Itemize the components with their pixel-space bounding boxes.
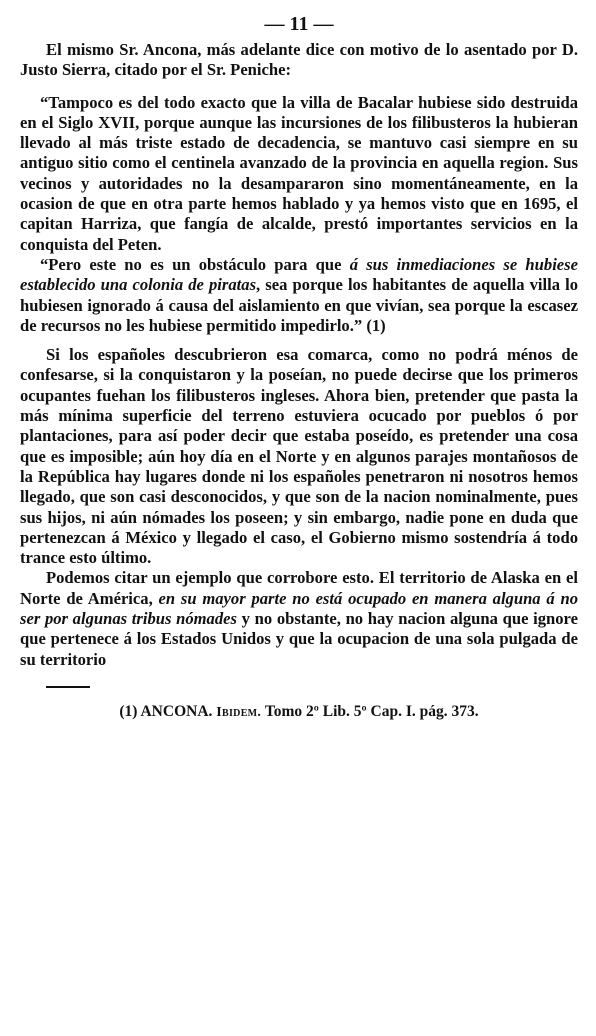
intro-paragraph: El mismo Sr. Ancona, más adelante dice con motivo de lo asentado por D. Justo Sierra, citado por el Sr. Peniche: (20, 40, 578, 80)
footnote (20, 702, 578, 723)
quote-paragraph-2 (20, 255, 578, 336)
quote-paragraph-1: “Tampoco es del todo exacto que la villa de Bacalar hubiese sido destruida en el Siglo XVII, porque aunque las incursiones de los filibusteros la hubieran llevado al más triste estado de decadencia, se mantuvo casi siempre en su antiguo sitio como el centinela avanzado de la provincia en aquella region. Sus vecinos y autoridades no la desampararon sino momentáneamente, en la ocasion de que en otra parte hemos hablado y ya hemos visto que en 1695, el capitan Harriza, que fangía de alcalde, prestó importantes servicios en la conquista del Peten. (20, 92, 578, 254)
para4-text-c: y no obstante, no hay nacion alguna que ignore que pertenece á los Estados Unidos y que la ocupacion de una sola pulgada de su territorio (20, 609, 578, 669)
para4-italic-text: en su mayor parte no está ocupado en manera alguna á no ser por algunas tribus nómades (20, 588, 578, 629)
footnote-divider (46, 686, 90, 688)
footnote-author: ANCONA. (140, 702, 213, 720)
quote2-text-c: , sea porque los habitantes de aquella villa lo hubiesen ignorado á causa del aislamiento en que vivían, sea porque la escasez de recursos no les hubiese permitido impedirlo.” (1) (20, 275, 579, 335)
quote2-text-a: “Pero este no es un obstáculo para que (40, 254, 350, 274)
para4-text-a: Podemos citar un ejemplo que corrobore esto. El territorio de Alaska en el Norte de América, (20, 568, 578, 608)
footnote-reference: Tomo 2º Lib. 5º Cap. I. pág. 373. (264, 702, 479, 720)
footnote-marker: (1) (119, 702, 138, 720)
footnote-ibidem: Ibidem. (216, 704, 262, 720)
page-number: — 11 — (264, 13, 334, 35)
quote2-italic-text: á sus inmediaciones se hubiese establecido una colonia de piratas (20, 254, 578, 295)
body-paragraph-4 (20, 568, 578, 669)
body-paragraph-3: Si los españoles descubrieron esa comarca, como no podrá ménos de confesarse, si la conquistaron y la poseían, no puede decirse que los primeros ocupantes fuehan los filibusteros ingleses. Ahora bien, pretender que pasta la más mínima superficie del terreno estuviera ocucado por pueblos ó por plantaciones, para así poder decir que estaba poseído, es pretender una cosa que es imposible; aún hoy día en el Norte y en algunos parajes montañosos de la República hay lugares donde ni los españoles penetraron ni nosotros hemos llegado, que son casi desconocidos, y que son de la nacion nominalmente, pues sus hijos, ni aún nómades los poseen; y sin embargo, nadie pone en duda que pertenezcan á México y llegado el caso, el Gobierno mismo sostendría á todo trance esto último. (20, 345, 578, 568)
